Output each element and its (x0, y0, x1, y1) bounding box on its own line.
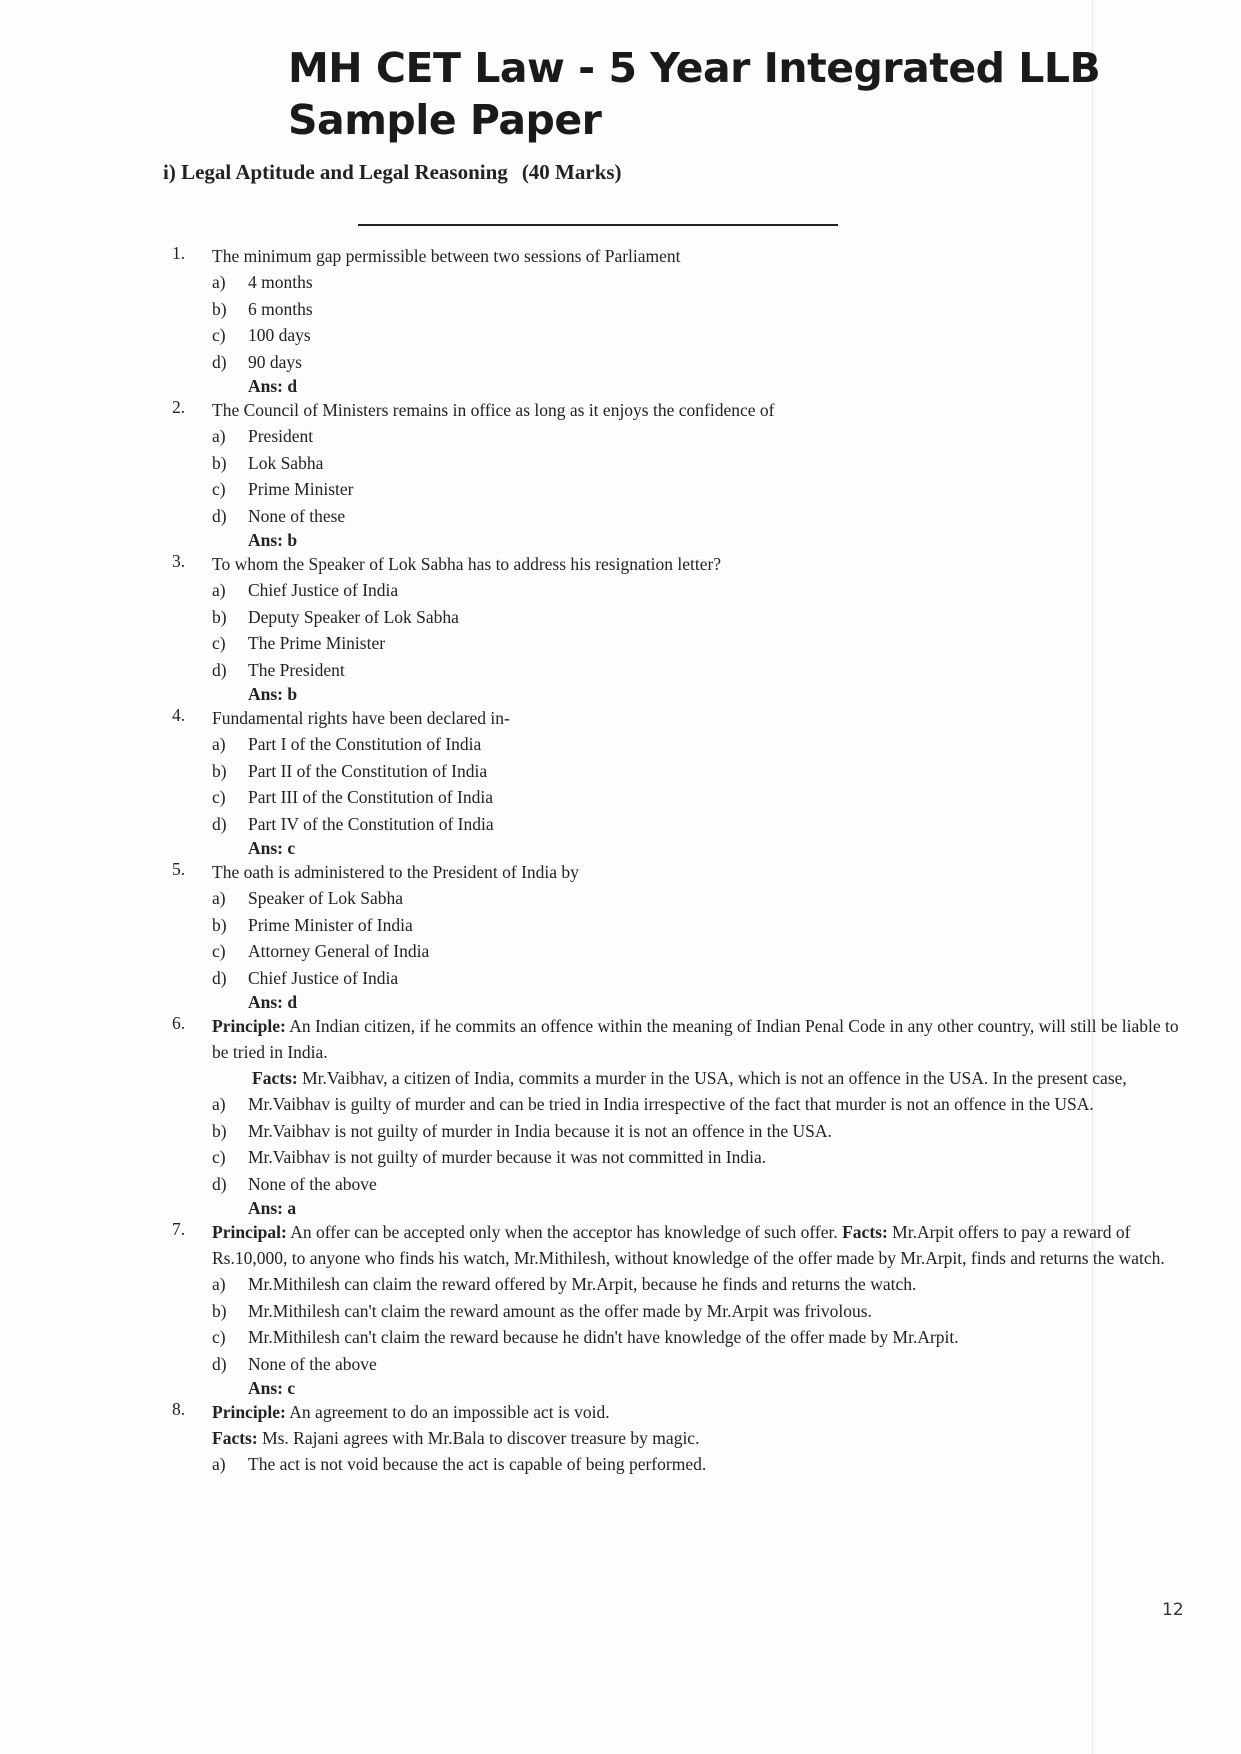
question-4 (160, 705, 1190, 859)
option-label: b) (212, 606, 227, 627)
option-label: a) (212, 888, 226, 908)
option-text: 4 months (248, 272, 313, 292)
option-text: None of the above (248, 1173, 377, 1194)
option-text: None of the above (248, 1353, 377, 1374)
option-label: c) (212, 941, 226, 961)
option-label: c) (212, 1147, 226, 1167)
option-b (212, 1118, 1190, 1145)
option-d (212, 1171, 1190, 1198)
facts-label: Facts: (842, 1222, 888, 1242)
answer: Ans: d (248, 376, 298, 396)
option-label: d) (212, 505, 227, 526)
facts-label: Facts: (252, 1068, 298, 1088)
option-text: Chief Justice of India (248, 580, 399, 600)
question-number: 6. (172, 1013, 186, 1033)
option-label: a) (212, 272, 226, 292)
question-number: 7. (172, 1219, 186, 1239)
option-label: c) (212, 479, 226, 499)
option-a (212, 423, 1190, 450)
option-c (212, 322, 1190, 349)
option-text: 6 months (248, 298, 313, 319)
option-text: Chief Justice of India (248, 967, 399, 988)
question-text: Fundamental rights have been declared in- (212, 708, 510, 728)
facts (212, 1425, 1190, 1451)
option-text: The Prime Minister (248, 633, 386, 653)
option-d (212, 965, 1190, 992)
option-text: 100 days (248, 325, 311, 345)
option-label: c) (212, 633, 226, 653)
option-b (212, 912, 1190, 939)
option-text: Deputy Speaker of Lok Sabha (248, 606, 459, 627)
option-label: a) (212, 1274, 226, 1294)
facts-text: Ms. Rajani agrees with Mr.Bala to discover treasure by magic. (257, 1428, 700, 1448)
option-text: Prime Minister of India (248, 914, 413, 935)
section-label: i) Legal Aptitude and Legal Reasoning (163, 160, 508, 184)
option-a (212, 1091, 1190, 1118)
principle-text: An offer can be accepted only when the acceptor has knowledge of such offer. (286, 1222, 843, 1242)
facts-text: Mr.Vaibhav, a citizen of India, commits a murder in the USA, which is not an offence in the USA. In the present case, (297, 1068, 1127, 1088)
option-label: a) (212, 1094, 226, 1114)
option-text: 90 days (248, 351, 302, 372)
option-text: Mr.Vaibhav is not guilty of murder in India because it is not an offence in the USA. (248, 1120, 832, 1141)
option-label: d) (212, 659, 227, 680)
question-number: 2. (172, 397, 186, 417)
option-label: a) (212, 734, 226, 754)
option-label: b) (212, 914, 227, 935)
option-text: Attorney General of India (248, 941, 430, 961)
option-d (212, 811, 1190, 838)
option-label: d) (212, 967, 227, 988)
question-text: To whom the Speaker of Lok Sabha has to address his resignation letter? (212, 554, 722, 574)
question-7 (160, 1219, 1190, 1399)
answer: Ans: a (248, 1198, 297, 1218)
option-a (212, 269, 1190, 296)
question-number: 3. (172, 551, 186, 571)
question-list (160, 243, 1190, 1478)
option-text: Mr.Vaibhav is guilty of murder and can be tried in India irrespective of the fact that murder is not an offence in the USA. (248, 1094, 1094, 1114)
question-6 (160, 1013, 1190, 1219)
option-b (212, 450, 1190, 477)
option-a (212, 885, 1190, 912)
answer: Ans: b (248, 684, 298, 704)
page-number: 12 (1162, 1600, 1184, 1620)
question-1 (160, 243, 1190, 397)
option-label: a) (212, 580, 226, 600)
answer: Ans: d (248, 992, 298, 1012)
question-number: 1. (172, 243, 186, 263)
section-divider (358, 224, 838, 226)
option-label: c) (212, 1327, 226, 1347)
option-c (212, 784, 1190, 811)
option-b (212, 1298, 1190, 1325)
option-text: The President (248, 659, 345, 680)
question-2 (160, 397, 1190, 551)
option-text: Part I of the Constitution of India (248, 734, 482, 754)
option-c (212, 938, 1190, 965)
option-a (212, 1271, 1190, 1298)
option-a (212, 577, 1190, 604)
principle-text: An agreement to do an impossible act is void. (285, 1402, 610, 1422)
option-c (212, 630, 1190, 657)
option-a (212, 1451, 1190, 1478)
option-a (212, 731, 1190, 758)
option-label: a) (212, 426, 226, 446)
option-d (212, 657, 1190, 684)
option-label: c) (212, 325, 226, 345)
option-text: Prime Minister (248, 479, 354, 499)
option-text: None of these (248, 505, 346, 526)
option-label: b) (212, 760, 227, 781)
option-d (212, 1351, 1190, 1378)
option-b (212, 604, 1190, 631)
option-text: Speaker of Lok Sabha (248, 888, 404, 908)
question-text: The oath is administered to the President of India by (212, 862, 579, 882)
principle-text: An Indian citizen, if he commits an offence within the meaning of Indian Penal Code in any other country, will still be liable to be tried in India. (212, 1016, 1179, 1062)
principle-label: Principle: (212, 1402, 286, 1422)
question-text: The minimum gap permissible between two sessions of Parliament (212, 246, 681, 266)
facts-text: Mr.Arpit offers to pay a reward of Rs.10,000, to anyone who finds his watch, Mr.Mithilesh, without knowledge of the offer made by Mr.Arpit, finds and returns the watch. (212, 1222, 1165, 1268)
facts (252, 1065, 1190, 1091)
option-label: d) (212, 351, 227, 372)
option-label: b) (212, 1120, 227, 1141)
answer: Ans: c (248, 838, 296, 858)
option-label: b) (212, 298, 227, 319)
option-label: a) (212, 1454, 226, 1474)
option-text: Mr.Mithilesh can't claim the reward because he didn't have knowledge of the offer made by Mr.Arpit. (248, 1327, 959, 1347)
option-text: Part III of the Constitution of India (248, 787, 493, 807)
question-text (212, 1399, 1190, 1425)
option-label: d) (212, 1353, 227, 1374)
question-5 (160, 859, 1190, 1013)
question-8 (160, 1399, 1190, 1478)
section-heading (163, 160, 622, 185)
document-title: MH CET Law - 5 Year Integrated LLB Sample Paper (288, 44, 1101, 144)
option-text: Lok Sabha (248, 452, 324, 473)
option-text: The act is not void because the act is capable of being performed. (248, 1454, 707, 1474)
option-text: Mr.Mithilesh can't claim the reward amount as the offer made by Mr.Arpit was frivolous. (248, 1300, 872, 1321)
option-b (212, 758, 1190, 785)
principle-label: Principal: (212, 1222, 287, 1242)
question-text: The Council of Ministers remains in office as long as it enjoys the confidence of (212, 400, 775, 420)
option-label: c) (212, 787, 226, 807)
question-number: 4. (172, 705, 186, 725)
option-text: Part II of the Constitution of India (248, 760, 488, 781)
option-c (212, 1324, 1190, 1351)
option-c (212, 476, 1190, 503)
option-text: Mr.Mithilesh can claim the reward offered by Mr.Arpit, because he finds and returns the watch. (248, 1274, 917, 1294)
option-text: Part IV of the Constitution of India (248, 813, 494, 834)
option-d (212, 503, 1190, 530)
principle-label: Principle: (212, 1016, 286, 1036)
option-d (212, 349, 1190, 376)
option-text: President (248, 426, 314, 446)
section-marks: (40 Marks) (521, 160, 622, 184)
option-label: d) (212, 813, 227, 834)
facts-label: Facts: (212, 1428, 258, 1448)
option-label: b) (212, 1300, 227, 1321)
question-3 (160, 551, 1190, 705)
option-c (212, 1144, 1190, 1171)
answer: Ans: b (248, 530, 298, 550)
answer: Ans: c (248, 1378, 296, 1398)
question-number: 8. (172, 1399, 186, 1419)
option-label: b) (212, 452, 227, 473)
question-number: 5. (172, 859, 186, 879)
option-text: Mr.Vaibhav is not guilty of murder because it was not committed in India. (248, 1147, 767, 1167)
option-b (212, 296, 1190, 323)
question-text (212, 1219, 1190, 1271)
question-text (212, 1013, 1190, 1065)
option-label: d) (212, 1173, 227, 1194)
